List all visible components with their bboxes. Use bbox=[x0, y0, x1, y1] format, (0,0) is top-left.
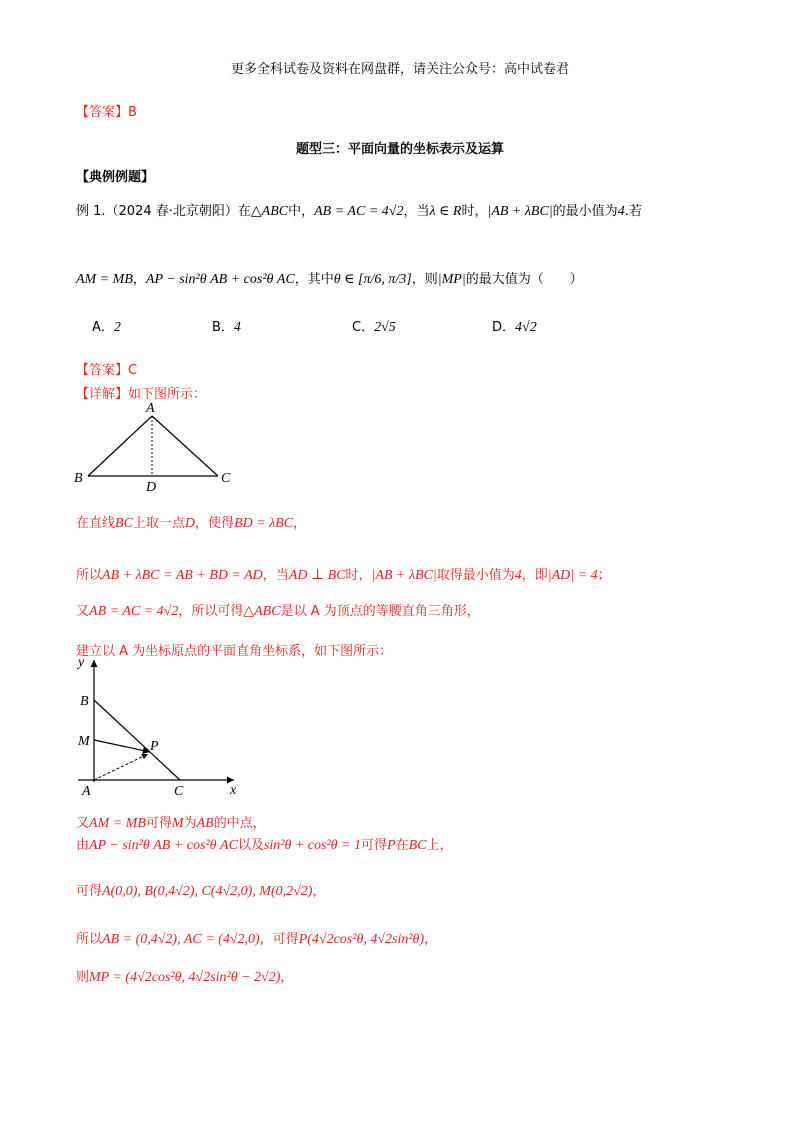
math-p-coord: P(4√2cos²θ, 4√2sin²θ) bbox=[298, 932, 425, 947]
norm-expression: |AB + λBC| bbox=[487, 204, 553, 219]
section-title: 题型三：平面向量的坐标表示及运算 bbox=[295, 142, 504, 157]
step-text: 又 bbox=[76, 816, 90, 831]
step-2 bbox=[76, 564, 611, 584]
label-b: B bbox=[74, 471, 83, 486]
step-text: 则 bbox=[76, 970, 90, 985]
math-d: D bbox=[184, 516, 196, 531]
triangle-abc: △ABC bbox=[250, 204, 289, 219]
step-text: 又 bbox=[76, 604, 90, 619]
detail-intro-text: 如下图所示： bbox=[128, 387, 207, 402]
page-header: 更多全科试卷及资料在网盘群，请关注公众号：高中试卷君 bbox=[230, 62, 569, 77]
previous-answer: 【答案】B bbox=[76, 105, 137, 120]
step-text: 是以 A 为顶点的等腰直角三角形， bbox=[280, 604, 480, 619]
label-y: y bbox=[78, 655, 85, 670]
label-c: C bbox=[174, 784, 184, 799]
theta-range: θ ∈ [π/6, π/3] bbox=[333, 272, 412, 287]
option-d bbox=[492, 316, 537, 336]
math-bc: BC bbox=[408, 838, 427, 853]
option-value: 2√5 bbox=[374, 320, 396, 335]
option-label: B． bbox=[212, 320, 234, 335]
detail-label: 【详解】 bbox=[76, 387, 129, 402]
step-text: 在 bbox=[395, 838, 409, 853]
step-text: 上取一点 bbox=[132, 516, 185, 531]
mp-norm: |MP| bbox=[437, 272, 466, 287]
step-6 bbox=[76, 834, 452, 854]
step-9 bbox=[76, 966, 293, 986]
math-vectors: AB = (0,4√2), AC = (4√2,0) bbox=[102, 932, 260, 947]
side-ab bbox=[88, 416, 152, 476]
option-c bbox=[352, 316, 396, 336]
math-mp: MP = (4√2cos²θ, 4√2sin²θ − 2√2) bbox=[89, 970, 281, 985]
question-text: ， bbox=[132, 272, 146, 287]
step-text: ， bbox=[293, 516, 307, 531]
math-triangle: △ABC bbox=[243, 604, 281, 619]
min-value: 4 bbox=[617, 204, 625, 219]
math-value: 4 bbox=[514, 568, 522, 583]
label-p: P bbox=[150, 739, 159, 754]
eq-am-mb: AM = MB bbox=[76, 272, 133, 287]
step-text: ，当 bbox=[262, 568, 289, 583]
option-a bbox=[92, 316, 121, 336]
step-text: ，即 bbox=[521, 568, 548, 583]
question-text: ，其中 bbox=[294, 272, 334, 287]
step-text: 为 bbox=[183, 816, 197, 831]
step-text: 的中点， bbox=[213, 816, 266, 831]
option-label: D． bbox=[492, 320, 516, 335]
lambda-condition: λ ∈ R bbox=[429, 204, 462, 219]
math-am-mb: AM = MB bbox=[89, 816, 146, 831]
figure-triangle bbox=[70, 398, 240, 492]
math-coordinates: A(0,0), B(0,4√2), C(4√2,0), M(0,2√2) bbox=[102, 884, 313, 899]
question-text: ，当 bbox=[403, 204, 430, 219]
math-ad-norm: |AD| = 4 bbox=[547, 568, 598, 583]
step-text: 以及 bbox=[237, 838, 264, 853]
label-x: x bbox=[230, 783, 237, 798]
math-norm: |AB + λBC| bbox=[371, 568, 437, 583]
math-vector-sum: AB + λBC = AB + BD = AD bbox=[102, 568, 263, 583]
step-text: 在直线 bbox=[76, 516, 116, 531]
step-text: ， bbox=[280, 970, 294, 985]
example-heading: 【典例例题】 bbox=[76, 170, 155, 185]
step-7 bbox=[76, 880, 325, 900]
math-m: M bbox=[171, 816, 184, 831]
vector-mp bbox=[94, 740, 150, 752]
step-8 bbox=[76, 928, 437, 948]
step-text: ； bbox=[597, 568, 611, 583]
option-value: 2 bbox=[113, 320, 121, 335]
label-d: D bbox=[146, 480, 157, 492]
math-perp: AD ⊥ BC bbox=[288, 568, 346, 583]
math-p: P bbox=[386, 838, 396, 853]
step-text: 可得 bbox=[145, 816, 172, 831]
label-a: A bbox=[146, 401, 155, 416]
step-5 bbox=[76, 812, 266, 832]
label-c: C bbox=[221, 471, 231, 486]
option-value: 4 bbox=[233, 320, 241, 335]
option-label: A． bbox=[92, 320, 114, 335]
step-text: 所以 bbox=[76, 932, 103, 947]
math-identity: sin²θ + cos²θ = 1 bbox=[263, 838, 361, 853]
math-ap-eq: AP − sin²θ AB + cos²θ AC bbox=[89, 838, 238, 853]
step-text: 上， bbox=[426, 838, 453, 853]
vector-ap bbox=[94, 754, 148, 780]
side-ac bbox=[152, 416, 218, 476]
math-bc: BC bbox=[115, 516, 133, 531]
option-b bbox=[212, 316, 241, 336]
question-text: ，则 bbox=[411, 272, 438, 287]
question-line-2 bbox=[76, 268, 583, 288]
math-bd-eq: BD = λBC bbox=[234, 516, 294, 531]
question-text: 的最大值为（ ） bbox=[465, 272, 583, 287]
question-text: 的最小值为 bbox=[552, 204, 618, 219]
option-label: C． bbox=[352, 320, 375, 335]
step-text: 取得最小值为 bbox=[436, 568, 515, 583]
segment-bc bbox=[94, 700, 180, 780]
step-3 bbox=[76, 600, 480, 620]
label-m: M bbox=[78, 734, 90, 749]
step-text: ，所以可得 bbox=[178, 604, 244, 619]
step-text: 时， bbox=[345, 568, 372, 583]
step-text: 可得 bbox=[360, 838, 387, 853]
figure-coordinate bbox=[70, 650, 250, 800]
question-text: .若 bbox=[624, 204, 642, 219]
step-4: 建立以 A 为坐标原点的平面直角坐标系，如下图所示： bbox=[76, 644, 393, 659]
eq-ab-ac: AB = AC = 4√2 bbox=[314, 204, 404, 219]
step-1 bbox=[76, 512, 306, 532]
question-line-1 bbox=[76, 200, 642, 220]
step-text: 可得 bbox=[76, 884, 103, 899]
answer: 【答案】C bbox=[76, 363, 138, 378]
math-ab-ac: AB = AC = 4√2 bbox=[89, 604, 179, 619]
step-text: 由 bbox=[76, 838, 90, 853]
label-b: B bbox=[80, 694, 89, 709]
step-text: ，可得 bbox=[259, 932, 299, 947]
eq-ap: AP − sin²θ AB + cos²θ AC bbox=[145, 272, 295, 287]
label-a: A bbox=[82, 784, 91, 799]
math-ab: AB bbox=[196, 816, 214, 831]
step-text: ， bbox=[424, 932, 438, 947]
option-value: 4√2 bbox=[515, 320, 537, 335]
step-text: 所以 bbox=[76, 568, 103, 583]
step-text: ， bbox=[312, 884, 326, 899]
question-prefix: 例 1.（2024 春·北京朝阳）在 bbox=[76, 204, 251, 219]
question-text: 中， bbox=[288, 204, 315, 219]
step-text: ，使得 bbox=[195, 516, 235, 531]
question-text: 时， bbox=[461, 204, 488, 219]
